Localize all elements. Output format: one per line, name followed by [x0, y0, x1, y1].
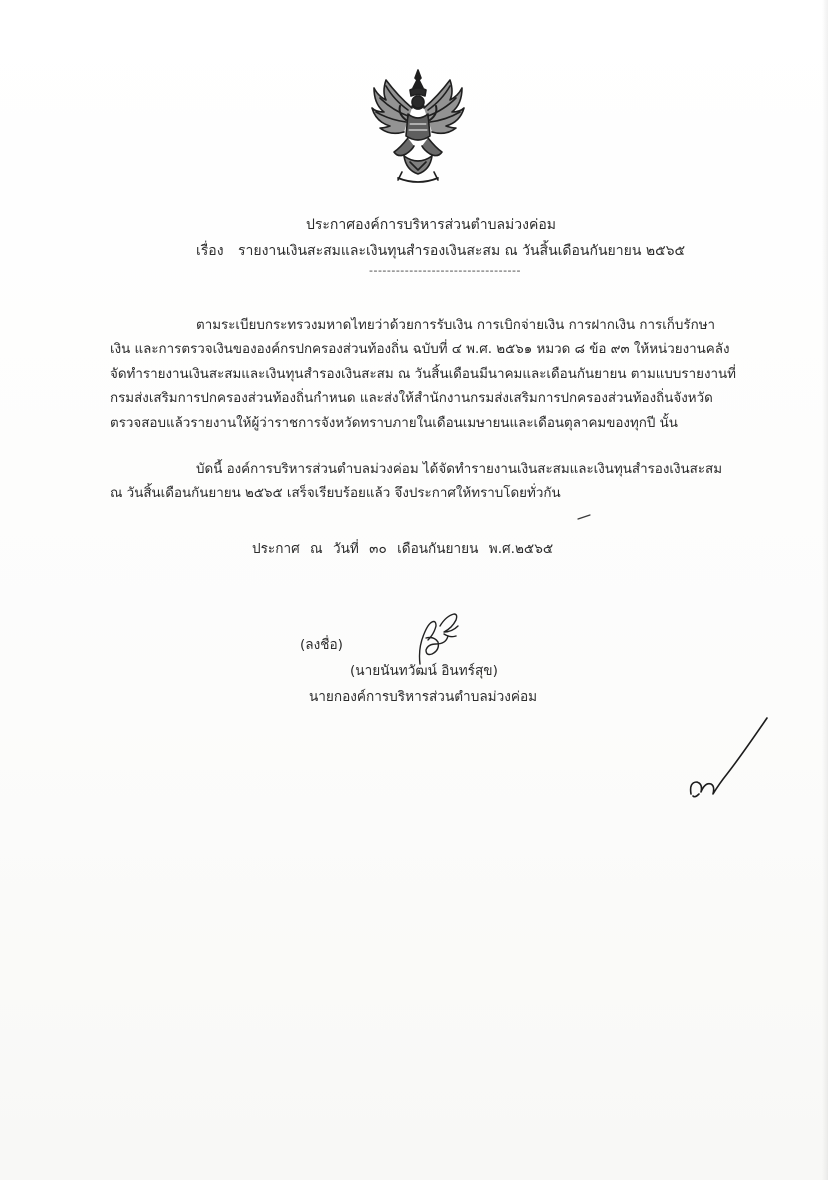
body-paragraph-1	[110, 314, 736, 436]
title-separator: ----------------------------------	[369, 264, 521, 277]
announcement-title: ประกาศองค์การบริหารส่วนตำบลม่วงค่อม	[306, 217, 556, 233]
paragraph-line: กรมส่งเสริมการปกครองส่วนท้องถิ่นกำหนด และส่งให้สำนักงานกรมส่งเสริมการปกครองส่วนท้องถิ่นจังหวัด	[110, 391, 713, 407]
paragraph-line: เงิน และการตรวจเงินขององค์กรปกครองส่วนท้องถิ่น ฉบับที่ ๔ พ.ศ. ๒๕๖๑ หมวด ๘ ข้อ ๙๓ ให้หน่วยงานคลัง	[110, 342, 730, 358]
paragraph-line: ตรวจสอบแล้วรายงานให้ผู้ว่าราชการจังหวัดทราบภายในเดือนเมษายนและเดือนตุลาคมของทุกปี นั้น	[110, 415, 678, 431]
paragraph-line: ณ วันสิ้นเดือนกันยายน ๒๕๖๕ เสร็จเรียบร้อยแล้ว จึงประกาศให้ทราบโดยทั่วกัน	[110, 486, 561, 502]
subject-label: เรื่อง	[196, 243, 224, 259]
announcement-date: ประกาศ ณ วันที่ ๓๐ เดือนกันยายน พ.ศ.๒๕๖๕	[252, 541, 554, 557]
paragraph-line: จัดทำรายงานเงินสะสมและเงินทุนสำรองเงินสะสม ณ วันสิ้นเดือนมีนาคมและเดือนกันยายน ตามแบบรายงานที่	[110, 366, 737, 382]
signer-name: (นายนันทวัฒน์ อินทร์สุข)	[350, 663, 498, 679]
stray-pen-mark	[577, 514, 591, 520]
handwritten-initials	[685, 712, 775, 802]
page-shadow-edge	[822, 0, 828, 1180]
body-paragraph-2	[110, 458, 722, 507]
paragraph-line: บัดนี้ องค์การบริหารส่วนตำบลม่วงค่อม ได้จัดทำรายงานเงินสะสมและเงินทุนสำรองเงินสะสม	[196, 462, 723, 477]
subject-line	[196, 240, 685, 262]
garuda-emblem-icon	[368, 66, 468, 190]
paragraph-line: ตามระเบียบกระทรวงมหาดไทยว่าด้วยการรับเงิน การเบิกจ่ายเงิน การฝากเงิน การเก็บรักษา	[196, 318, 716, 333]
subject-text: รายงานเงินสะสมและเงินทุนสำรองเงินสะสม ณ วันสิ้นเดือนกันยายน ๒๕๖๕	[238, 243, 686, 259]
sign-label: (ลงชื่อ)	[300, 637, 343, 653]
signer-position: นายกองค์การบริหารส่วนตำบลม่วงค่อม	[309, 689, 538, 705]
